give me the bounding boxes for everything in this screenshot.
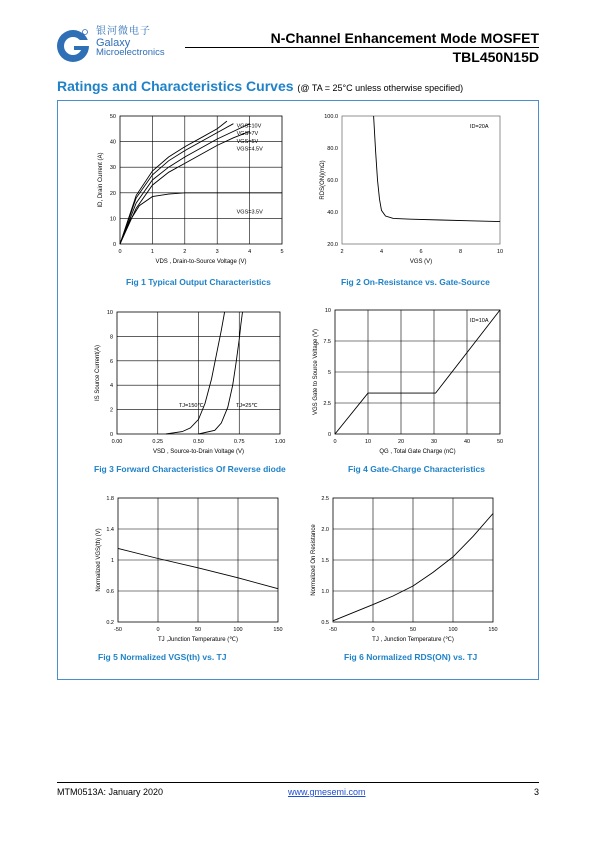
series-label: VGS=7V bbox=[236, 131, 259, 138]
y-tick-label: 20 bbox=[109, 190, 116, 197]
chart-fig6 bbox=[310, 490, 510, 645]
caption-fig6: Fig 6 Normalized RDS(ON) vs. TJ bbox=[344, 652, 478, 662]
series-line bbox=[166, 312, 225, 434]
y-tick-label: 50 bbox=[109, 114, 116, 120]
footer-divider bbox=[57, 782, 539, 783]
series-line bbox=[199, 312, 243, 434]
y-tick-label: 20.0 bbox=[327, 242, 338, 248]
y-axis-label: Normalized On Resistance bbox=[311, 524, 317, 596]
x-axis-label: VDS , Drain-to-Source Voltage (V) bbox=[155, 259, 247, 265]
x-axis-label: VGS (V) bbox=[409, 259, 433, 265]
logo-wordmark bbox=[96, 27, 165, 59]
chart-fig5 bbox=[85, 490, 300, 645]
y-axis-label: ID, Drain Current (A) bbox=[98, 152, 104, 208]
x-tick-label: 10 bbox=[364, 439, 372, 445]
x-tick-label: 150 bbox=[273, 627, 283, 633]
x-tick-label: 1 bbox=[150, 249, 154, 255]
chart-fig2 bbox=[310, 108, 510, 268]
y-axis-label: VGS Gate to Source Voltage (V) bbox=[313, 328, 319, 416]
y-tick-label: 6 bbox=[109, 358, 113, 365]
y-tick-label: 2 bbox=[109, 407, 113, 414]
y-tick-label: 1.8 bbox=[106, 496, 114, 502]
x-tick-label: 0 bbox=[156, 627, 160, 633]
y-tick-label: 7.5 bbox=[323, 339, 331, 345]
y-tick-label: 1.4 bbox=[106, 527, 114, 533]
x-tick-label: 10 bbox=[496, 249, 504, 255]
x-tick-label: 6 bbox=[419, 249, 423, 255]
x-axis-label: TJ , Junction Temperature (℃) bbox=[372, 637, 454, 643]
part-number: TBL450N15D bbox=[452, 49, 539, 65]
x-tick-label: 0.25 bbox=[152, 439, 164, 445]
x-tick-label: 2 bbox=[340, 249, 344, 255]
x-tick-label: 5 bbox=[280, 249, 284, 255]
series-label: TJ=25℃ bbox=[235, 403, 258, 410]
chart-annotation: ID=20A bbox=[470, 124, 489, 130]
y-tick-label: 40.0 bbox=[327, 210, 338, 216]
caption-fig4: Fig 4 Gate-Charge Characteristics bbox=[348, 464, 485, 474]
section-condition: (@ TA = 25°C unless otherwise specified) bbox=[297, 83, 464, 93]
y-tick-label: 2.0 bbox=[321, 527, 329, 533]
caption-fig1: Fig 1 Typical Output Characteristics bbox=[126, 277, 271, 287]
x-tick-label: 50 bbox=[409, 627, 417, 633]
series-label: VGS=4.5V bbox=[236, 146, 263, 153]
x-tick-label: 4 bbox=[379, 249, 384, 255]
y-tick-label: 8 bbox=[109, 334, 113, 341]
y-tick-label: 100.0 bbox=[324, 114, 338, 120]
y-tick-label: 10 bbox=[106, 310, 113, 316]
x-tick-label: 20 bbox=[397, 439, 405, 445]
header-divider bbox=[185, 47, 539, 48]
x-tick-label: 2 bbox=[183, 249, 187, 255]
series-label: VGS=5V bbox=[236, 138, 259, 145]
plot-frame bbox=[342, 116, 500, 244]
series-line bbox=[120, 121, 227, 244]
x-tick-label: 1.00 bbox=[274, 439, 286, 445]
x-tick-label: 50 bbox=[496, 439, 504, 445]
logo-cn: 银河微电子 bbox=[96, 26, 151, 37]
y-tick-label: 40 bbox=[109, 139, 116, 146]
x-tick-label: 3 bbox=[215, 249, 219, 255]
y-tick-label: 1 bbox=[110, 558, 114, 564]
caption-fig2: Fig 2 On-Resistance vs. Gate-Source bbox=[341, 277, 490, 287]
section-title-text: Ratings and Characteristics Curves bbox=[57, 78, 294, 94]
x-tick-label: 0.50 bbox=[193, 439, 204, 445]
y-tick-label: 60.0 bbox=[327, 178, 338, 184]
chart-fig3 bbox=[85, 304, 300, 459]
x-tick-label: 4 bbox=[248, 249, 252, 255]
series-label: VGS=10V bbox=[236, 123, 262, 130]
y-tick-label: 0 bbox=[109, 432, 113, 438]
chart-fig1 bbox=[85, 108, 300, 268]
caption-fig5: Fig 5 Normalized VGS(th) vs. TJ bbox=[98, 652, 227, 662]
y-tick-label: 4 bbox=[109, 383, 113, 390]
y-tick-label: 80.0 bbox=[327, 146, 338, 152]
y-axis-label: RDS(ON)(mΩ) bbox=[320, 160, 326, 200]
y-tick-label: 0 bbox=[327, 432, 331, 438]
x-tick-label: 150 bbox=[488, 627, 498, 633]
y-tick-label: 5 bbox=[327, 370, 331, 376]
galaxy-logo-icon bbox=[55, 28, 91, 64]
x-axis-label: VSD , Source-to-Drain Voltage (V) bbox=[152, 449, 245, 455]
y-tick-label: 30 bbox=[109, 165, 116, 172]
y-tick-label: 0.2 bbox=[106, 620, 114, 626]
y-tick-label: 1.0 bbox=[321, 589, 329, 595]
series-label: TJ=150℃ bbox=[178, 403, 204, 410]
logo-en-micro: Microelectronics bbox=[96, 47, 165, 58]
chart-fig4 bbox=[310, 304, 510, 459]
y-tick-label: 10 bbox=[109, 216, 116, 223]
section-title bbox=[57, 78, 463, 94]
x-tick-label: 30 bbox=[430, 439, 438, 445]
x-tick-label: 0.75 bbox=[233, 439, 245, 445]
x-tick-label: 100 bbox=[233, 627, 243, 633]
x-tick-label: 0.00 bbox=[111, 439, 123, 445]
y-axis-label: Normalized VGS(th) (V) bbox=[96, 528, 102, 592]
chart-annotation: ID=10A bbox=[470, 318, 489, 324]
x-tick-label: 40 bbox=[463, 439, 471, 445]
y-tick-label: 2.5 bbox=[321, 496, 329, 502]
x-tick-label: 0 bbox=[333, 439, 337, 445]
series-label: VGS=3.5V bbox=[236, 209, 263, 216]
document-title: N-Channel Enhancement Mode MOSFET bbox=[270, 30, 539, 46]
footer-website-link[interactable]: www.gmesemi.com bbox=[288, 787, 366, 797]
footer-page-number: 3 bbox=[533, 787, 539, 797]
x-tick-label: -50 bbox=[114, 627, 122, 633]
y-tick-label: 2.5 bbox=[323, 401, 331, 407]
x-tick-label: 0 bbox=[118, 249, 122, 255]
x-axis-label: QG , Total Gate Charge (nC) bbox=[379, 449, 456, 455]
y-tick-label: 10 bbox=[324, 308, 331, 314]
logo-en-galaxy: Galaxy bbox=[96, 36, 131, 49]
x-tick-label: 100 bbox=[448, 627, 458, 633]
y-axis-label: IS Source Current(A) bbox=[95, 344, 101, 402]
footer-doc-code: MTM0513A: January 2020 bbox=[57, 787, 164, 797]
y-tick-label: 0.6 bbox=[106, 589, 114, 595]
x-tick-label: 0 bbox=[371, 627, 375, 633]
x-tick-label: 50 bbox=[194, 627, 202, 633]
y-tick-label: 0.5 bbox=[321, 620, 329, 626]
y-tick-label: 1.5 bbox=[321, 558, 329, 564]
x-tick-label: 8 bbox=[458, 249, 463, 255]
x-tick-label: -50 bbox=[329, 627, 337, 633]
series-line bbox=[374, 116, 500, 222]
caption-fig3: Fig 3 Forward Characteristics Of Reverse diode bbox=[94, 464, 286, 474]
x-axis-label: TJ ,Junction Temperature (℃) bbox=[158, 637, 238, 643]
y-tick-label: 0 bbox=[112, 242, 116, 248]
